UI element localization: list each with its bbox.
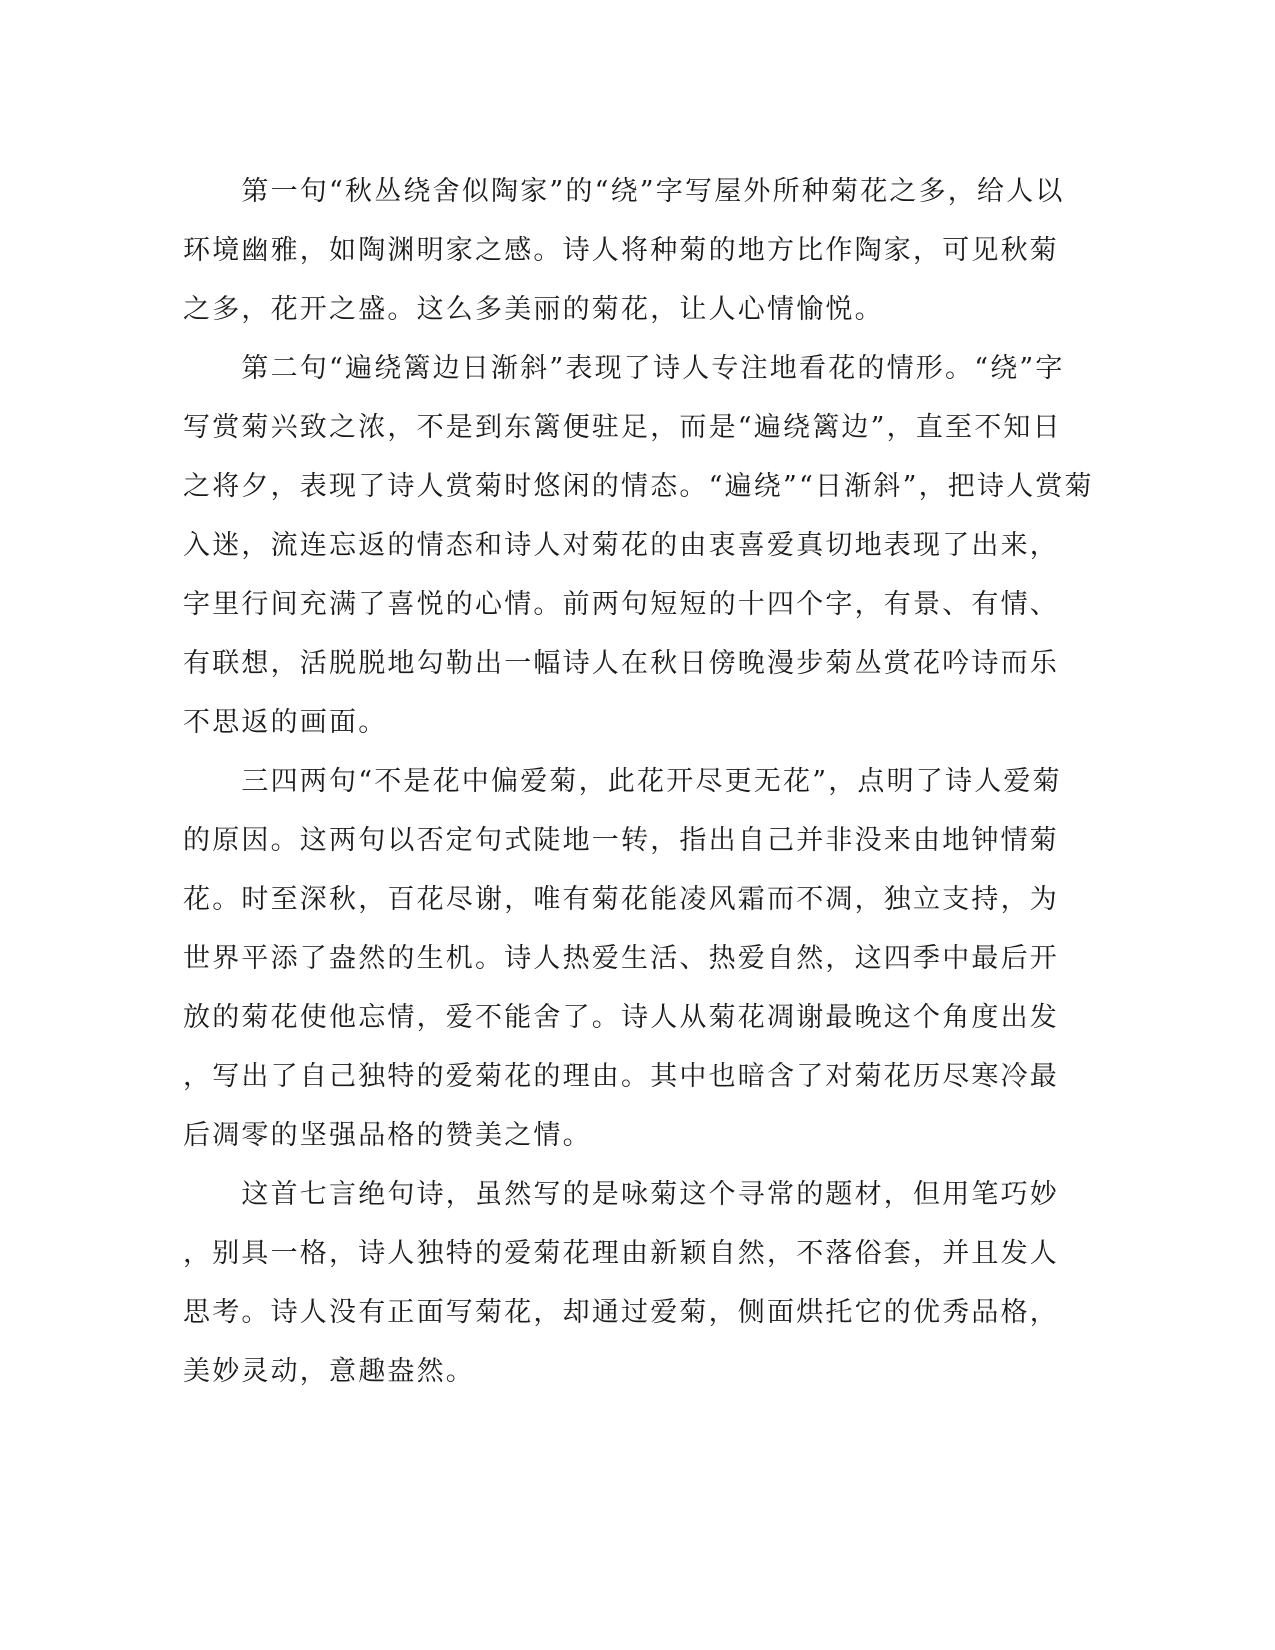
document-body — [183, 162, 1094, 1401]
text-line: ，别具一格，诗人独特的爱菊花理由新颖自然，不落俗套，并且发人 — [183, 1238, 1059, 1269]
text-line: 的原因。这两句以否定句式陡地一转，指出自己并非没来由地钟情菊 — [183, 825, 1059, 856]
text-line: ，写出了自己独特的爱菊花的理由。其中也暗含了对菊花历尽寒冷最 — [183, 1061, 1059, 1092]
text-line: 世界平添了盎然的生机。诗人热爱生活、热爱自然，这四季中最后开 — [183, 943, 1059, 974]
text-line: 之将夕，表现了诗人赏菊时悠闲的情态。“遍绕”“日渐斜”，把诗人赏菊 — [183, 471, 1094, 502]
text-line: 放的菊花使他忘情，爱不能舍了。诗人从菊花凋谢最晚这个角度出发 — [183, 1002, 1059, 1033]
text-line: 字里行间充满了喜悦的心情。前两句短短的十四个字，有景、有情、 — [183, 589, 1059, 620]
text-line: 入迷，流连忘返的情态和诗人对菊花的由衷喜爱真切地表现了出来， — [183, 530, 1059, 561]
text-line: 后凋零的坚强品格的赞美之情。 — [183, 1120, 592, 1151]
text-line: 第一句“秋丛绕舍似陶家”的“绕”字写屋外所种菊花之多，给人以 — [183, 176, 1065, 207]
text-line: 不思返的画面。 — [183, 707, 388, 738]
paragraph-4 — [183, 1165, 1059, 1401]
text-line: 环境幽雅，如陶渊明家之感。诗人将种菊的地方比作陶家，可见秋菊 — [183, 235, 1059, 266]
text-line: 有联想，活脱脱地勾勒出一幅诗人在秋日傍晚漫步菊丛赏花吟诗而乐 — [183, 648, 1059, 679]
text-line: 写赏菊兴致之浓，不是到东篱便驻足，而是“遍绕篱边”，直至不知日 — [183, 412, 1062, 443]
text-line: 这首七言绝句诗，虽然写的是咏菊这个寻常的题材，但用笔巧妙 — [183, 1179, 1059, 1210]
paragraph-3 — [183, 752, 1062, 1165]
text-line: 花。时至深秋，百花尽谢，唯有菊花能凌风霜而不凋，独立支持，为 — [183, 884, 1059, 915]
text-line: 之多，花开之盛。这么多美丽的菊花，让人心情愉悦。 — [183, 294, 884, 325]
text-line: 三四两句“不是花中偏爱菊，此花开尽更无花”，点明了诗人爱菊 — [183, 766, 1062, 797]
text-line: 美妙灵动，意趣盎然。 — [183, 1356, 475, 1387]
text-line: 思考。诗人没有正面写菊花，却通过爱菊，侧面烘托它的优秀品格， — [183, 1297, 1059, 1328]
text-line: 第二句“遍绕篱边日渐斜”表现了诗人专注地看花的情形。“绕”字 — [183, 353, 1065, 384]
paragraph-2 — [183, 339, 1094, 752]
paragraph-1 — [183, 162, 1065, 339]
